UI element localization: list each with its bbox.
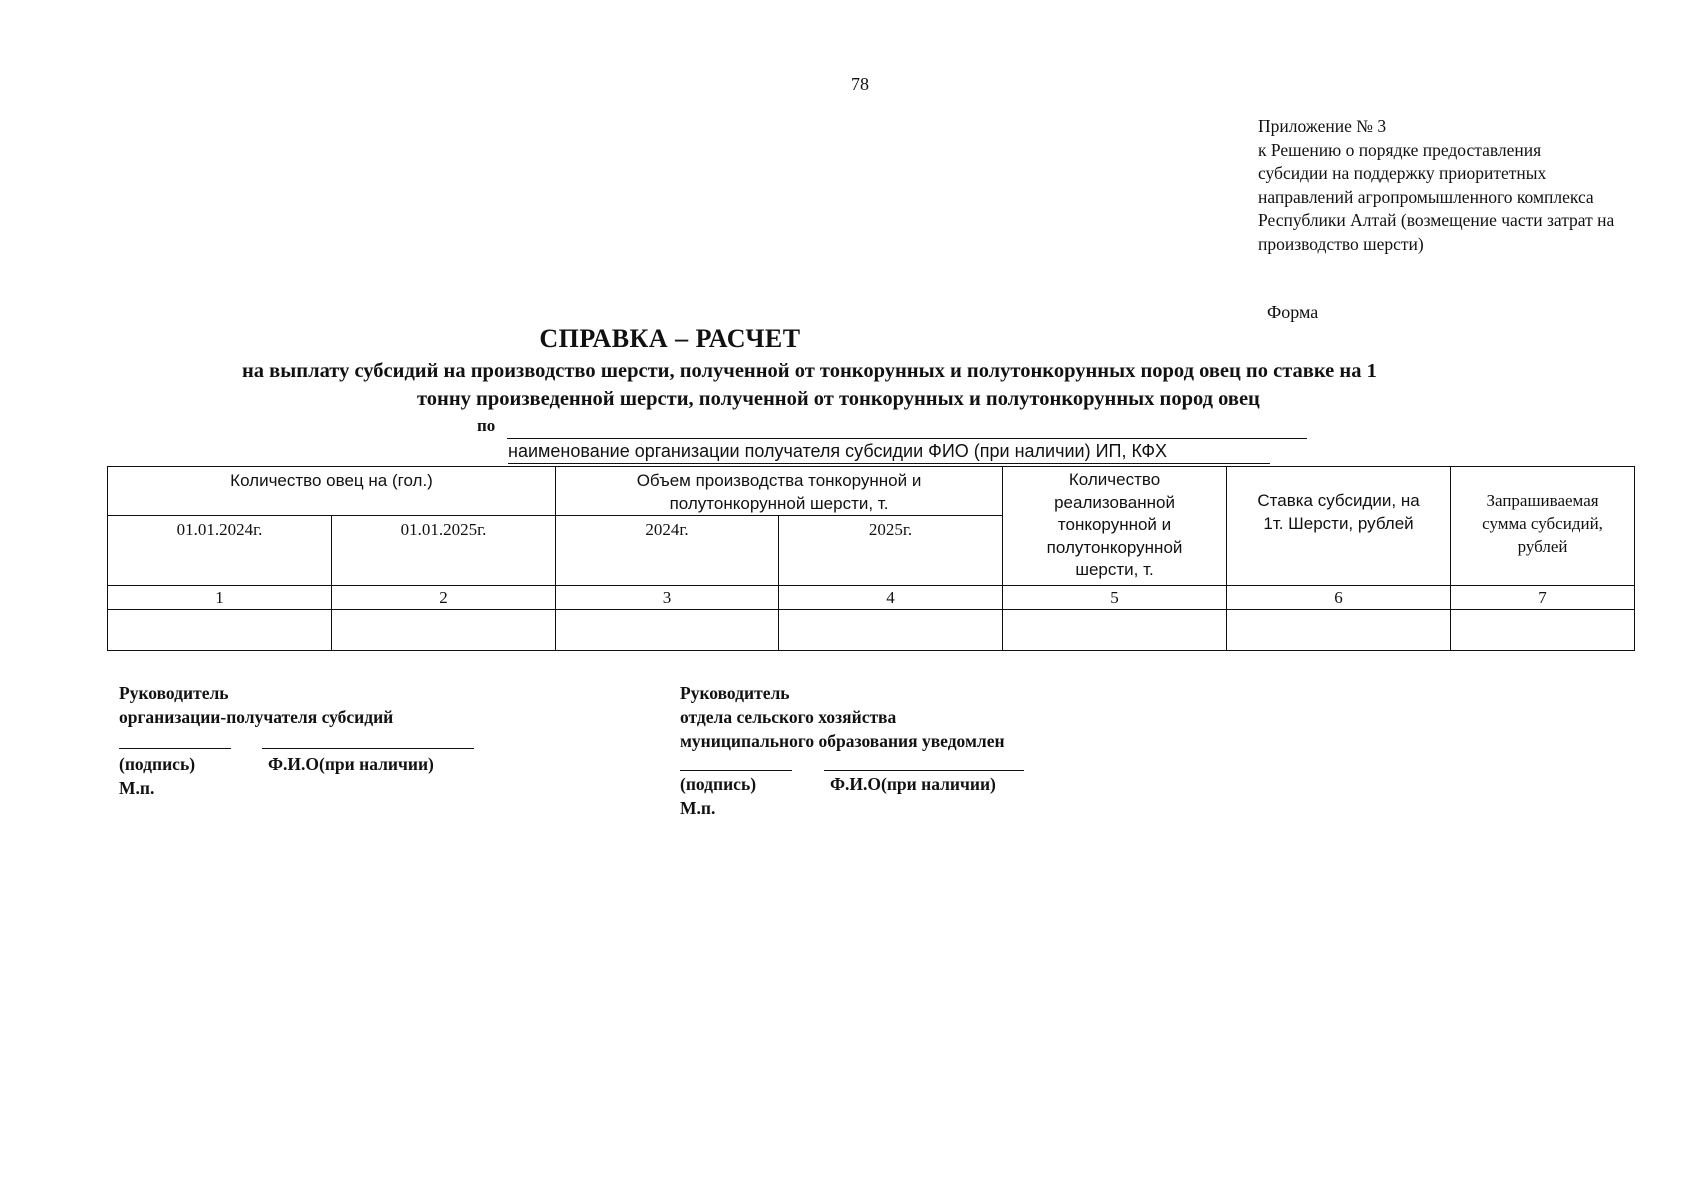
appendix-line: субсидии на поддержку приоритетных: [1258, 163, 1547, 183]
appendix-line: направлений агропромышленного комплекса: [1258, 186, 1594, 207]
right-sign-caption: (подпись): [680, 774, 757, 794]
document-title: СПРАВКА – РАСЧЕТ: [539, 324, 801, 353]
left-signature-title: Руководитель организации-получателя субсидий: [119, 683, 394, 727]
header-requested-amount: Запрашиваемая сумма субсидий, рублей: [1451, 467, 1635, 586]
left-name-line: [262, 748, 474, 749]
column-number: 1: [108, 586, 332, 610]
po-label: по: [477, 416, 496, 435]
subheader-date-2024: 01.01.2024г.: [108, 516, 332, 586]
document-subtitle-line-2: тонну произведенной шерсти, полученной от тонкорунных и полутонкорунных пород овец: [417, 388, 1260, 410]
column-number: 2: [332, 586, 556, 610]
header-sheep-count: Количество овец на (гол.): [108, 467, 556, 516]
form-label: Форма: [1267, 302, 1319, 322]
organization-caption: наименование организации получателя субсидии ФИО (при наличии) ИП, КФХ: [508, 441, 1270, 464]
column-number: 5: [1003, 586, 1227, 610]
right-signature-title: Руководитель отдела сельского хозяйства муниципального образования уведомлен: [680, 683, 1005, 751]
table-cell: [779, 610, 1003, 651]
appendix-line: Приложение № 3: [1258, 116, 1387, 136]
table-cell: [1451, 610, 1635, 651]
subheader-year-2025: 2025г.: [779, 516, 1003, 586]
column-number: 7: [1451, 586, 1635, 610]
appendix-block: [1258, 115, 1614, 256]
appendix-line: к Решению о порядке предоставления: [1258, 139, 1542, 160]
table-row: [108, 610, 1635, 651]
document-subtitle-line-1: на выплату субсидий на производство шерсти, полученной от тонкорунных и полутонкорунных пород овец по ставке на 1: [242, 360, 1377, 382]
header-sold-quantity: Количество реализованной тонкорунной и полутонкорунной шерсти, т.: [1003, 467, 1227, 586]
table-cell: [1227, 610, 1451, 651]
appendix-line: Республики Алтай (возмещение части затрат на: [1258, 210, 1615, 230]
left-stamp-label: М.п.: [119, 778, 155, 798]
appendix-line: производство шерсти): [1258, 233, 1424, 254]
table-cell: [108, 610, 332, 651]
subheader-date-2025: 01.01.2025г.: [332, 516, 556, 586]
right-signature-line: [680, 770, 792, 771]
header-production-volume: Объем производства тонкорунной и полутонкорунной шерсти, т.: [556, 467, 1003, 516]
calculation-table: [107, 466, 1635, 651]
header-subsidy-rate: Ставка субсидии, на 1т. Шерсти, рублей: [1227, 467, 1451, 586]
table-cell: [332, 610, 556, 651]
left-sign-caption: (подпись): [119, 754, 196, 774]
table-cell: [556, 610, 779, 651]
page-number: 78: [851, 74, 869, 94]
organization-name-line: [507, 438, 1307, 439]
left-name-caption: Ф.И.О(при наличии): [268, 754, 434, 774]
column-number: 3: [556, 586, 779, 610]
right-name-line: [824, 770, 1024, 771]
right-stamp-label: М.п.: [680, 798, 716, 818]
table-cell: [1003, 610, 1227, 651]
column-number: 4: [779, 586, 1003, 610]
column-number-row: [108, 586, 1635, 610]
subheader-year-2024: 2024г.: [556, 516, 779, 586]
left-signature-line: [119, 748, 231, 749]
right-name-caption: Ф.И.О(при наличии): [830, 774, 996, 794]
column-number: 6: [1227, 586, 1451, 610]
